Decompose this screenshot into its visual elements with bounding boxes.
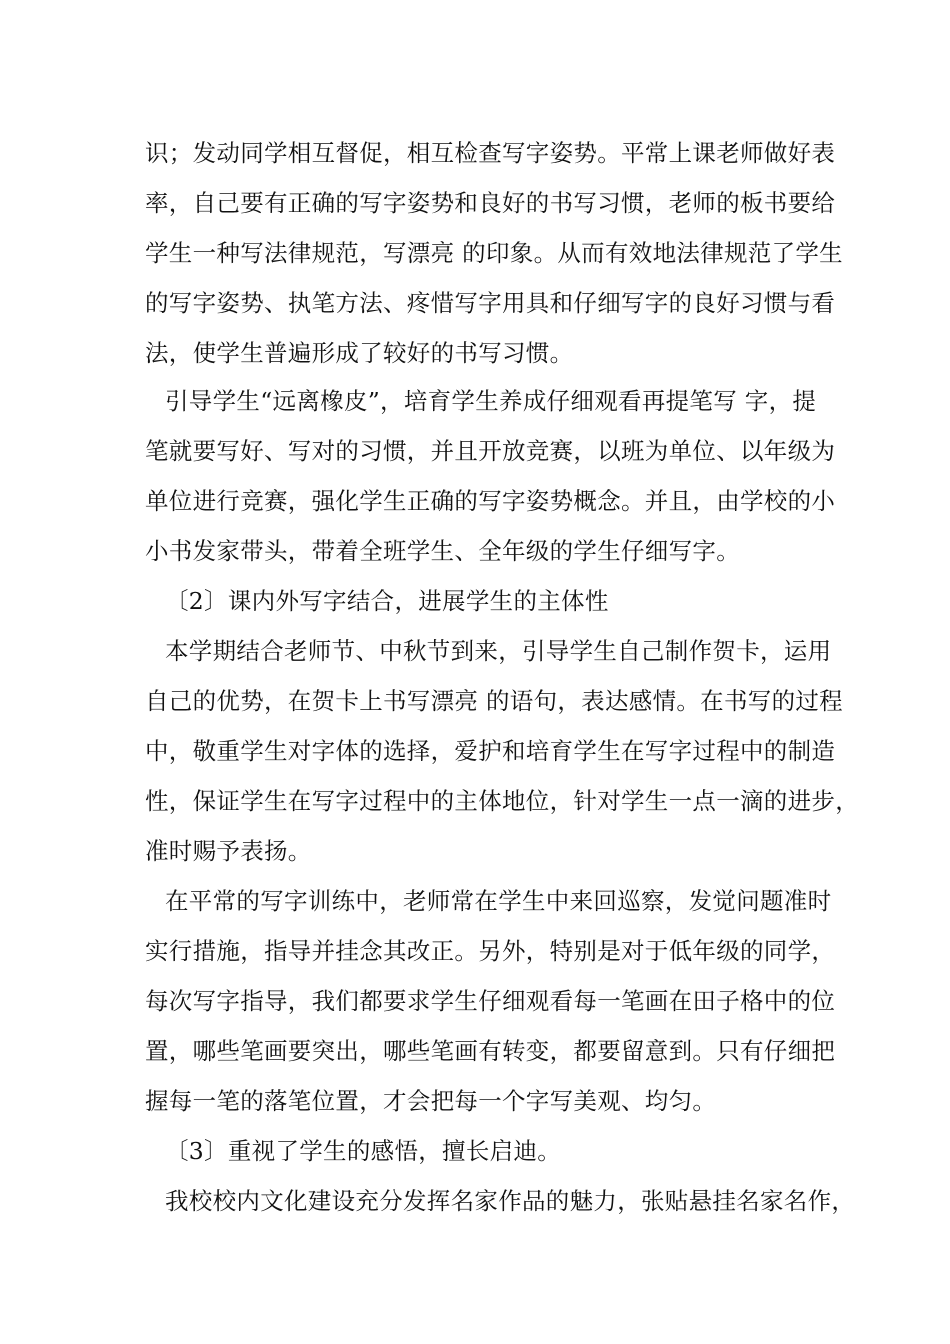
section-heading: 〔3〕重视了学生的感悟，擅长启迪。 (165, 1137, 562, 1165)
text-line: 每次写字指导，我们都要求学生仔细观看每一笔画在田子格中的位 (145, 987, 836, 1015)
paragraph-start-line: 在平常的写字训练中，老师常在学生中来回巡察，发觉问题准时 (165, 887, 832, 915)
section-heading: 〔2〕课内外写字结合，进展学生的主体性 (165, 587, 609, 615)
text-line: 准时赐予表扬。 (145, 837, 312, 865)
text-line: 中，敬重学生对字体的选择，爱护和培育学生在写字过程中的制造 (145, 737, 836, 765)
text-line: 笔就要写好、写对的习惯，并且开放竞赛，以班为单位、以年级为 (145, 437, 836, 465)
text-line: 小书发家带头，带着全班学生、全年级的学生仔细写字。 (145, 537, 740, 565)
text-line: 自己的优势，在贺卡上书写漂亮 的语句，表达感情。在书写的过程 (145, 687, 843, 715)
text-line: 的写字姿势、执笔方法、疼惜写字用具和仔细写字的良好习惯与看 (145, 289, 836, 317)
text-line: 握每一笔的落笔位置，才会把每一个字写美观、均匀。 (145, 1087, 717, 1115)
paragraph-start-line: 我校校内文化建设充分发挥名家作品的魅力，张贴悬挂名家名作， (165, 1187, 856, 1215)
text-line: 置，哪些笔画要突出，哪些笔画有转变，都要留意到。只有仔细把 (145, 1037, 836, 1065)
text-line: 法，使学生普遍形成了较好的书写习惯。 (145, 339, 574, 367)
text-line: 单位进行竞赛，强化学生正确的写字姿势概念。并且，由学校的小 (145, 487, 836, 515)
text-line: 学生一种写法律规范，写漂亮 的印象。从而有效地法律规范了学生 (145, 239, 843, 267)
paragraph-start-line: 引导学生“远离橡皮”，培育学生养成仔细观看再提笔写 字，提 (165, 387, 817, 415)
text-line: 性，保证学生在写字过程中的主体地位，针对学生一点一滴的进步， (145, 787, 859, 815)
paragraph-start-line: 本学期结合老师节、中秋节到来，引导学生自己制作贺卡，运用 (165, 637, 832, 665)
text-line: 识；发动同学相互督促，相互检查写字姿势。平常上课老师做好表 (145, 139, 836, 167)
text-line: 实行措施，指导并挂念其改正。另外，特别是对于低年级的同学， (145, 937, 836, 965)
text-line: 率，自己要有正确的写字姿势和良好的书写习惯，老师的板书要给 (145, 189, 836, 217)
